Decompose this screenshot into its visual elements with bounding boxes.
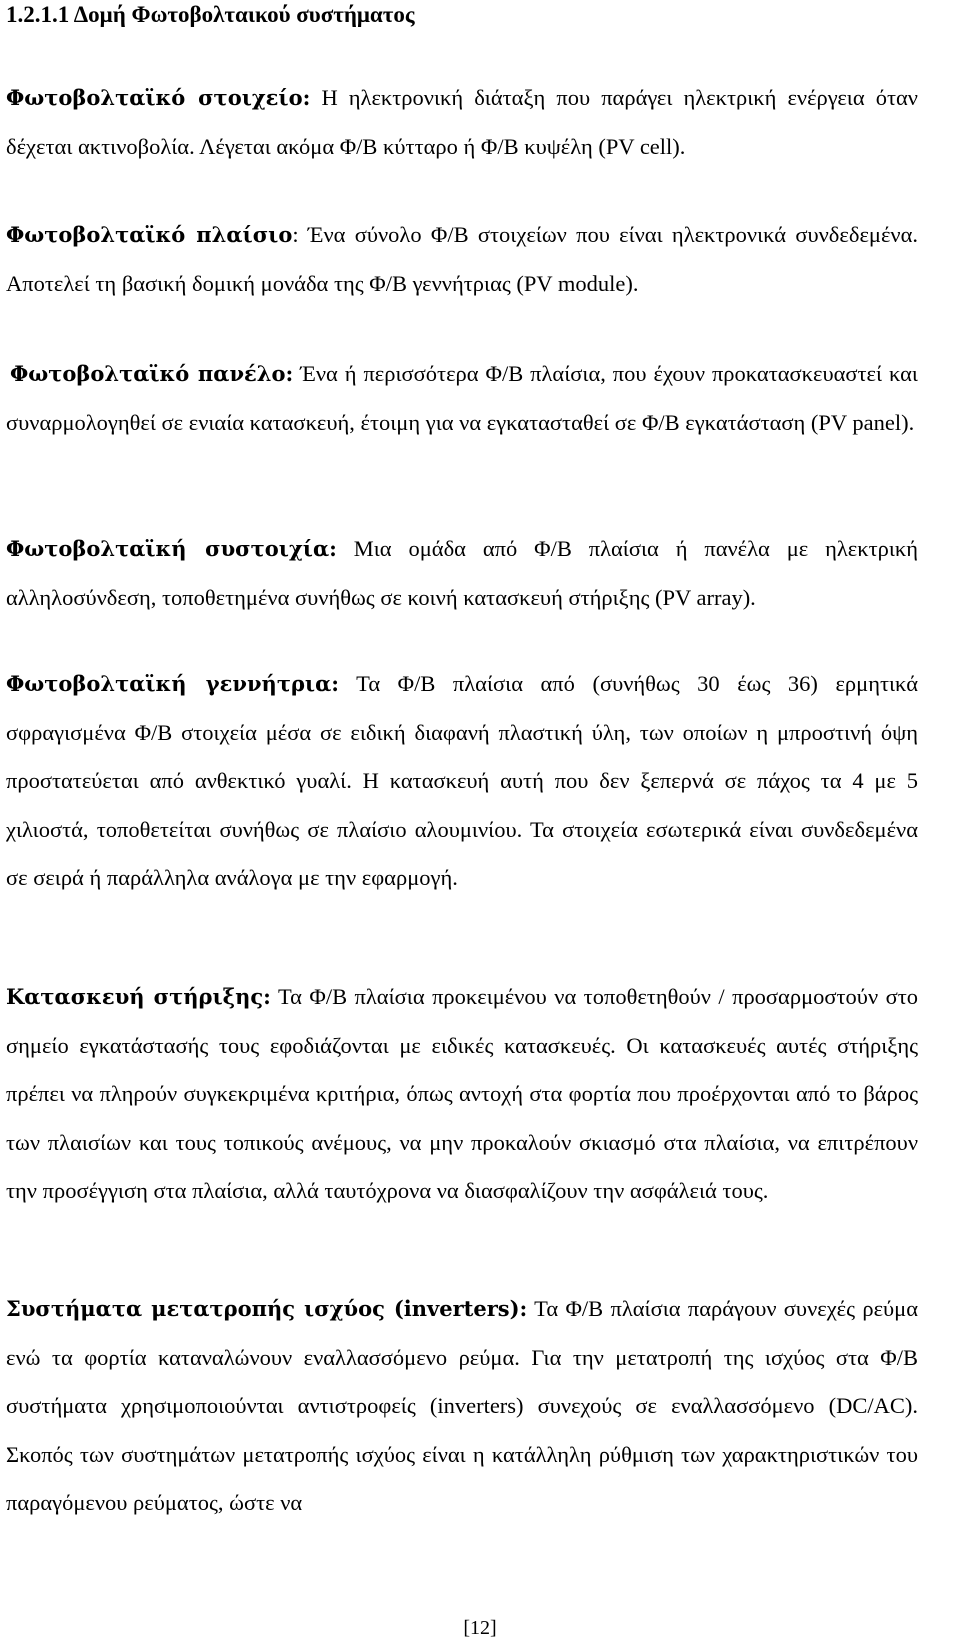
definition-pv-panel: [6, 350, 918, 447]
definition-pv-generator: [6, 660, 918, 903]
section-heading: 1.2.1.1 Δομή Φωτοβολταικού συστήματος: [6, 2, 415, 27]
definition-inverters: [6, 1285, 918, 1528]
definition-pv-array: [6, 525, 918, 622]
definition-term: Φωτοβολταϊκή συστοιχία:: [6, 536, 337, 561]
definition-text: Τα Φ/Β πλαίσια παράγουν συνεχές ρεύμα ενώ τα φορτία καταναλώνουν εναλλασσόμενο ρεύμα. Για την μετατροπή της ισχύος στα Φ/Β συστήματα χρησιμοποιούνται αντιστροφείς (inverters) συνεχούς σε εναλλασσόμενο (DC/AC). Σκοπός των συστημάτων μετατροπής ισχύος είναι η κατάλληλη ρύθμιση των χαρακτηριστικών του παραγόμενου ρεύματος, ώστε να: [6, 1296, 919, 1515]
definition-term: Φωτοβολταϊκό στοιχείο:: [6, 85, 311, 110]
definition-term: Φωτοβολταϊκή γεννήτρια:: [6, 671, 339, 696]
page-number: [12]: [463, 1617, 497, 1639]
definition-text: : Ένα σύνολο Φ/Β στοιχείων που είναι ηλεκτρονικά συνδεδεμένα. Αποτελεί τη βασική δομική μονάδα της Φ/Β γεννήτριας (PV module).: [6, 222, 918, 296]
definition-text: Μια ομάδα από Φ/Β πλαίσια ή πανέλα με ηλεκτρική αλληλοσύνδεση, τοποθετημένα συνήθως σε κοινή κατασκευή στήριξης (PV array).: [6, 536, 918, 610]
definition-text: Ένα ή περισσότερα Φ/Β πλαίσια, που έχουν προκατασκευαστεί και συναρμολογηθεί σε ενιαία κατασκευή, έτοιμη για να εγκατασταθεί σε Φ/Β εγκατάσταση (PV panel).: [6, 361, 918, 435]
definition-pv-module: [6, 211, 918, 308]
definition-term: Συστήματα μετατροπής ισχύος (inverters):: [6, 1296, 528, 1321]
definition-text: Η ηλεκτρονική διάταξη που παράγει ηλεκτρική ενέργεια όταν δέχεται ακτινοβολία. Λέγεται ακόμα Φ/Β κύτταρο ή Φ/Β κυψέλη (PV cell).: [6, 85, 918, 159]
definition-term: Φωτοβολταϊκό πανέλο:: [10, 361, 294, 386]
definition-mounting-structure: [6, 973, 918, 1216]
definition-pv-cell: [6, 74, 918, 171]
definition-term: Φωτοβολταϊκό πλαίσιο: [6, 222, 293, 247]
definition-text: Τα Φ/Β πλαίσια προκειμένου να τοποθετηθούν / προσαρμοστούν στο σημείο εγκατάστασής τους εφοδιάζονται με ειδικές κατασκευές. Οι κατασκευές αυτές στήριξης πρέπει να πληρούν συγκεκριμένα κριτήρια, όπως αντοχή στα φορτία που προέρχονται από το βάρος των πλαισίων και τους τοπικούς ανέμους, να μην προκαλούν σκιασμό στα πλαίσια, να επιτρέπουν την προσέγγιση στα πλαίσια, αλλά ταυτόχρονα να διασφαλίζουν την ασφάλειά τους.: [6, 984, 918, 1203]
definition-text: Τα Φ/Β πλαίσια από (συνήθως 30 έως 36) ερμητικά σφραγισμένα Φ/Β στοιχεία μέσα σε ειδική διαφανή πλαστική ύλη, των οποίων η μπροστινή όψη προστατεύεται από ανθεκτικό γυαλί. Η κατασκευή αυτή που δεν ξεπερνά σε πάχος τα 4 με 5 χιλιοστά, τοποθετείται συνήθως σε πλαίσιο αλουμινίου. Τα στοιχεία εσωτερικά είναι συνδεδεμένα σε σειρά ή παράλληλα ανάλογα με την εφαρμογή.: [6, 671, 918, 890]
definition-term: Κατασκευή στήριξης:: [6, 984, 271, 1009]
